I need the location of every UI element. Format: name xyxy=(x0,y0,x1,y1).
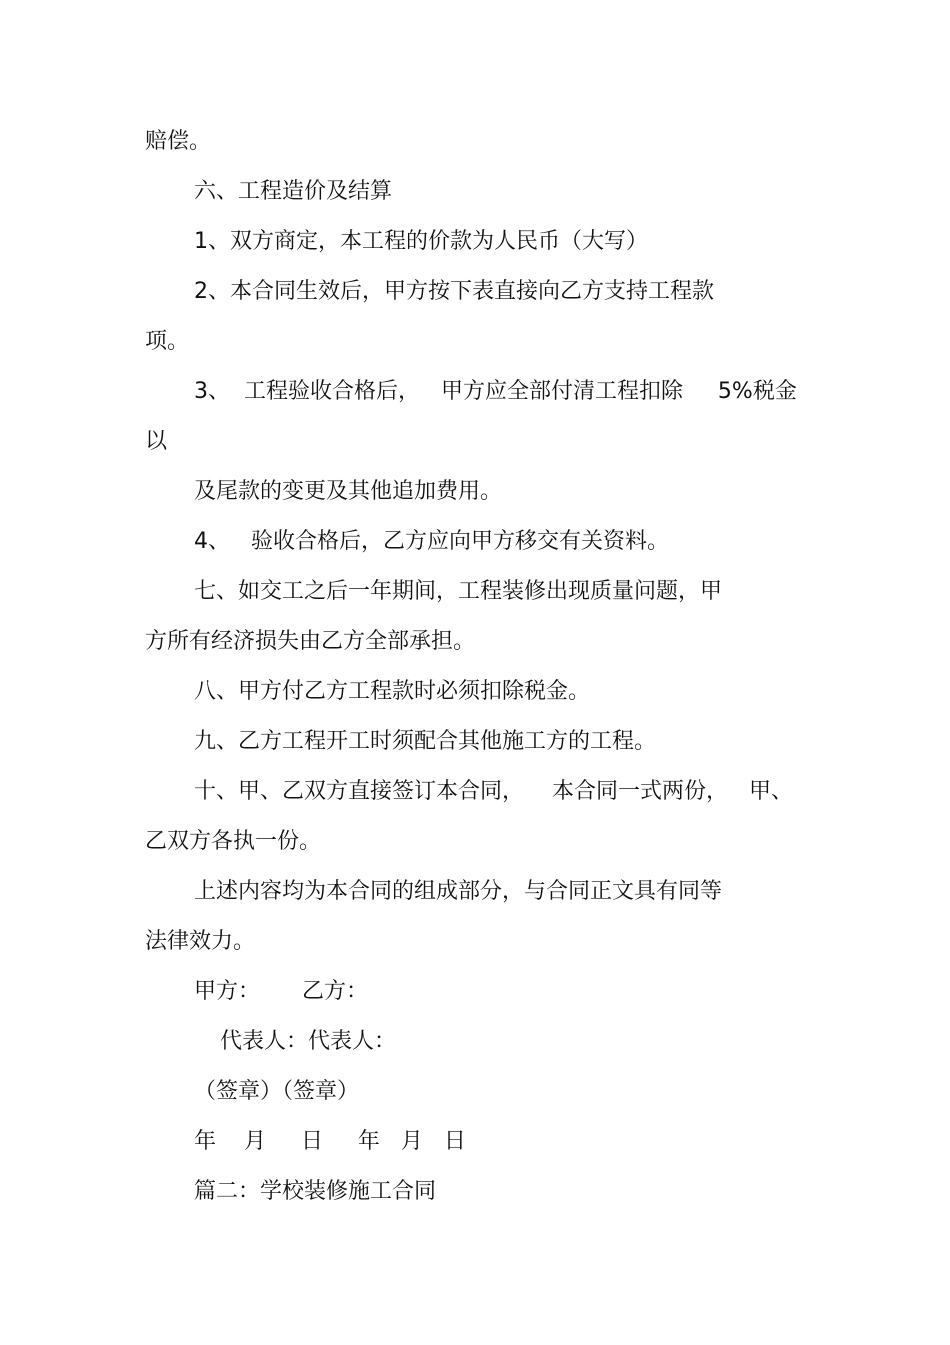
text-line: 项。 xyxy=(145,329,190,354)
section-heading: 六、工程造价及结算 xyxy=(194,179,393,204)
text-line: 及尾款的变更及其他追加费用。 xyxy=(194,479,503,504)
section-heading: 八、甲方付乙方工程款时必须扣除税金。 xyxy=(194,679,591,704)
text-line: 2、本合同生效后，甲方按下表直接向乙方支持工程款 xyxy=(194,279,714,304)
date-labels: 年 月 日 年 月 日 xyxy=(194,1129,466,1154)
text-line: 3、 工程验收合格后， 甲方应全部付清工程扣除 5%税金 xyxy=(194,379,797,404)
section-heading: 九、乙方工程开工时须配合其他施工方的工程。 xyxy=(194,729,657,754)
representative-labels: 代表人：代表人： xyxy=(220,1029,397,1054)
text-line: 方所有经济损失由乙方全部承担。 xyxy=(145,629,476,654)
text-line: 1、双方商定，本工程的价款为人民币（大写） xyxy=(194,229,648,254)
text-line: 4、 验收合格后，乙方应向甲方移交有关资料。 xyxy=(194,529,669,554)
section-heading: 十、甲、乙双方直接签订本合同， 本合同一式两份， 甲、 xyxy=(194,779,793,804)
text-line: 以 xyxy=(145,429,168,454)
party-labels: 甲方： 乙方： xyxy=(194,979,368,1004)
next-section-title: 篇二：学校装修施工合同 xyxy=(194,1179,437,1204)
text-line: 法律效力。 xyxy=(145,929,256,954)
text-line: 乙双方各执一份。 xyxy=(145,829,322,854)
section-heading: 七、如交工之后一年期间，工程装修出现质量问题，甲 xyxy=(194,579,723,604)
text-line: 上述内容均为本合同的组成部分，与合同正文具有同等 xyxy=(194,879,723,904)
seal-labels: （签章）（签章） xyxy=(194,1079,360,1104)
text-line: 赔偿。 xyxy=(145,129,212,154)
